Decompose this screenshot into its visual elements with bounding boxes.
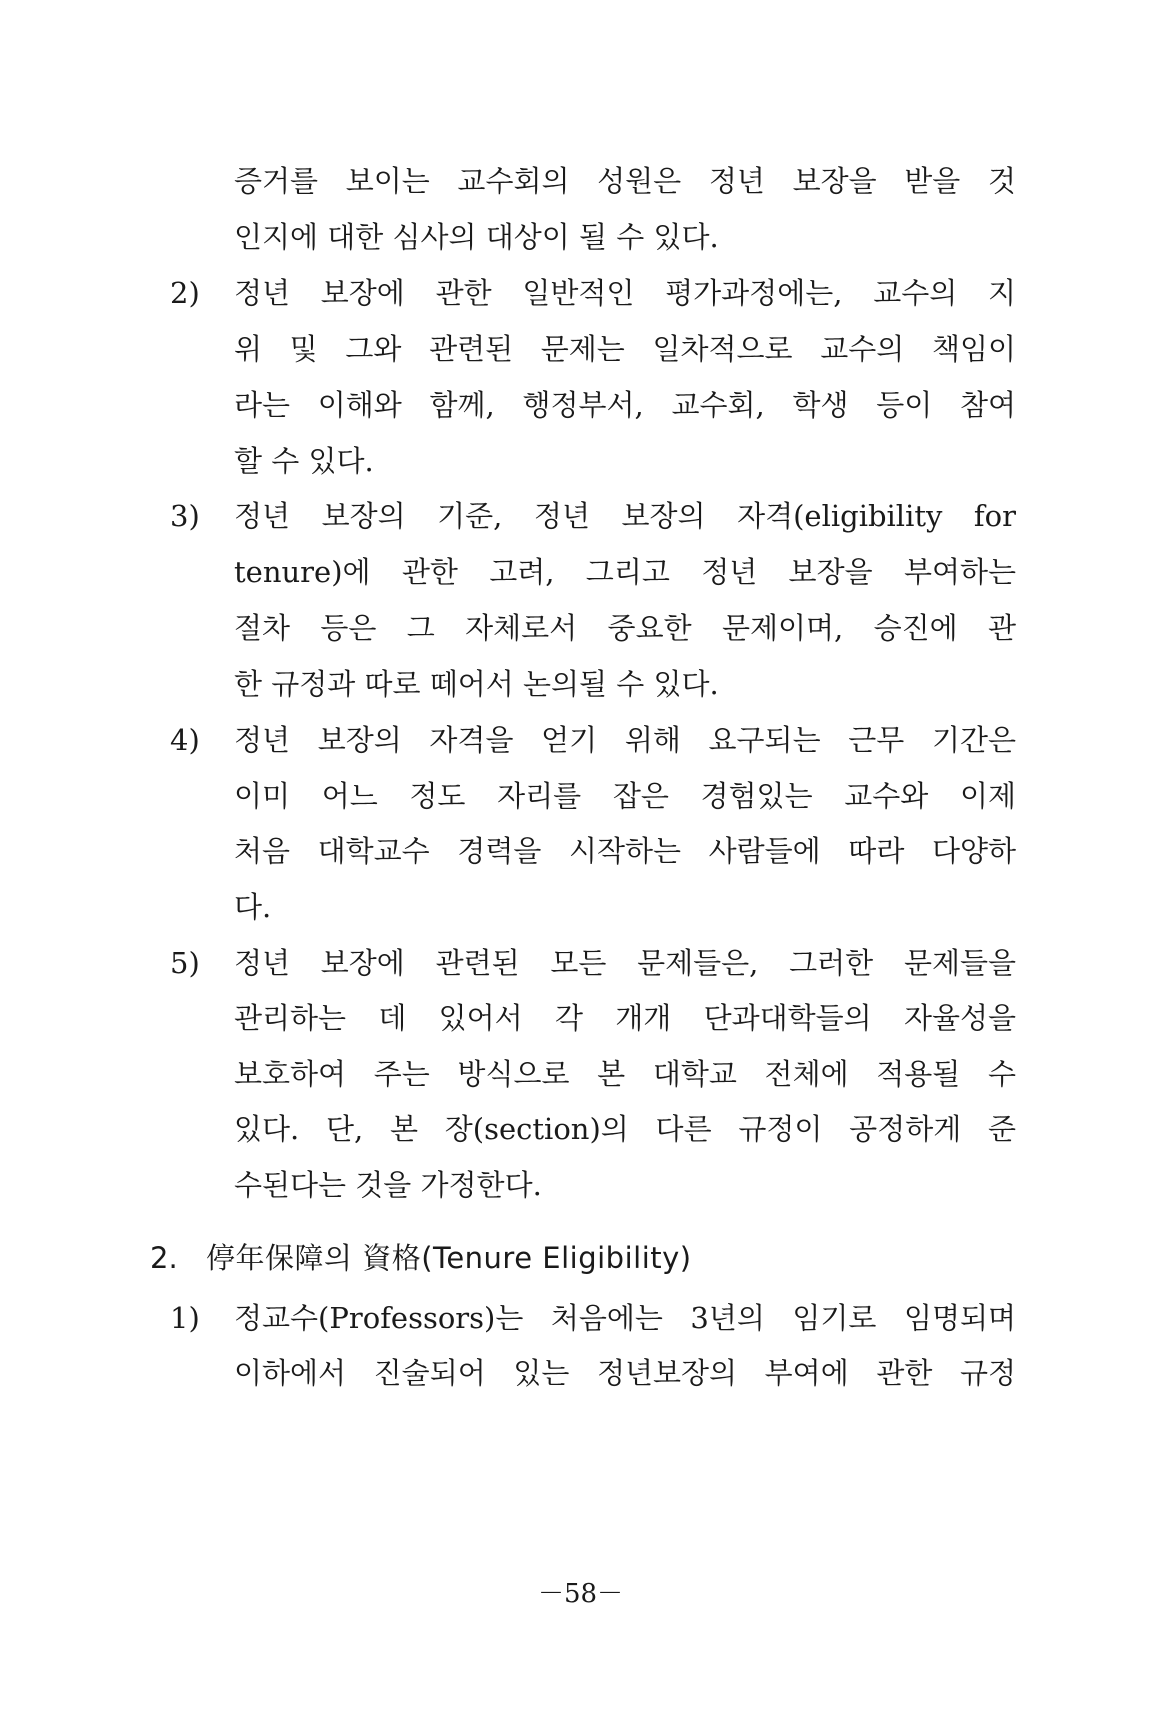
line-text: 이미 어느 정도 자리를 잡은 경험있는 교수와 이제 (234, 779, 1016, 813)
line-text: tenure)에 관한 고려, 그리고 정년 보장을 부여하는 (234, 555, 1016, 589)
section-heading: 停年保障의 資格(Tenure Eligibility) (206, 1241, 692, 1275)
line-text: 다. (234, 890, 272, 924)
item-number: 1) (170, 1301, 200, 1335)
line-text: 정교수(Professors)는 처음에는 3년의 임기로 임명되며 (234, 1301, 1016, 1335)
line-text: 처음 대학교수 경력을 시작하는 사람들에 따라 다양하 (234, 834, 1016, 868)
line-text: 수된다는 것을 가정한다. (234, 1168, 542, 1202)
line-text: 보호하여 주는 방식으로 본 대학교 전체에 적용될 수 (234, 1057, 1016, 1091)
line-text: 한 규정과 따로 떼어서 논의될 수 있다. (234, 667, 719, 701)
line-text: 이하에서 진술되어 있는 정년보장의 부여에 관한 규정 (234, 1356, 1016, 1390)
line-text: 할 수 있다. (234, 444, 374, 478)
line-text: 증거를 보이는 교수회의 성원은 정년 보장을 받을 것 (234, 164, 1016, 198)
item-number: 5) (170, 946, 200, 980)
line-text: 위 및 그와 관련된 문제는 일차적으로 교수의 책임이 (234, 332, 1016, 366)
line-text: 정년 보장에 관한 일반적인 평가과정에는, 교수의 지 (234, 276, 1016, 310)
line-text: 정년 보장에 관련된 모든 문제들은, 그러한 문제들을 (234, 946, 1016, 980)
line-text: 절차 등은 그 자체로서 중요한 문제이며, 승진에 관 (234, 611, 1016, 645)
line-text: 정년 보장의 자격을 얻기 위해 요구되는 근무 기간은 (234, 723, 1016, 757)
item-number: 3) (170, 499, 200, 533)
section-number: 2. (150, 1241, 178, 1275)
line-text: 인지에 대한 심사의 대상이 될 수 있다. (234, 220, 719, 254)
line-text: 라는 이해와 함께, 행정부서, 교수회, 학생 등이 참여 (234, 388, 1016, 422)
item-number: 2) (170, 276, 200, 310)
line-text: 관리하는 데 있어서 각 개개 단과대학들의 자율성을 (234, 1001, 1016, 1035)
page-number: －58－ (537, 1579, 624, 1609)
line-text: 있다. 단, 본 장(section)의 다른 규정이 공정하게 준 (234, 1112, 1016, 1146)
line-text: 정년 보장의 기준, 정년 보장의 자격(eligibility for (234, 499, 1016, 533)
item-number: 4) (170, 723, 200, 757)
